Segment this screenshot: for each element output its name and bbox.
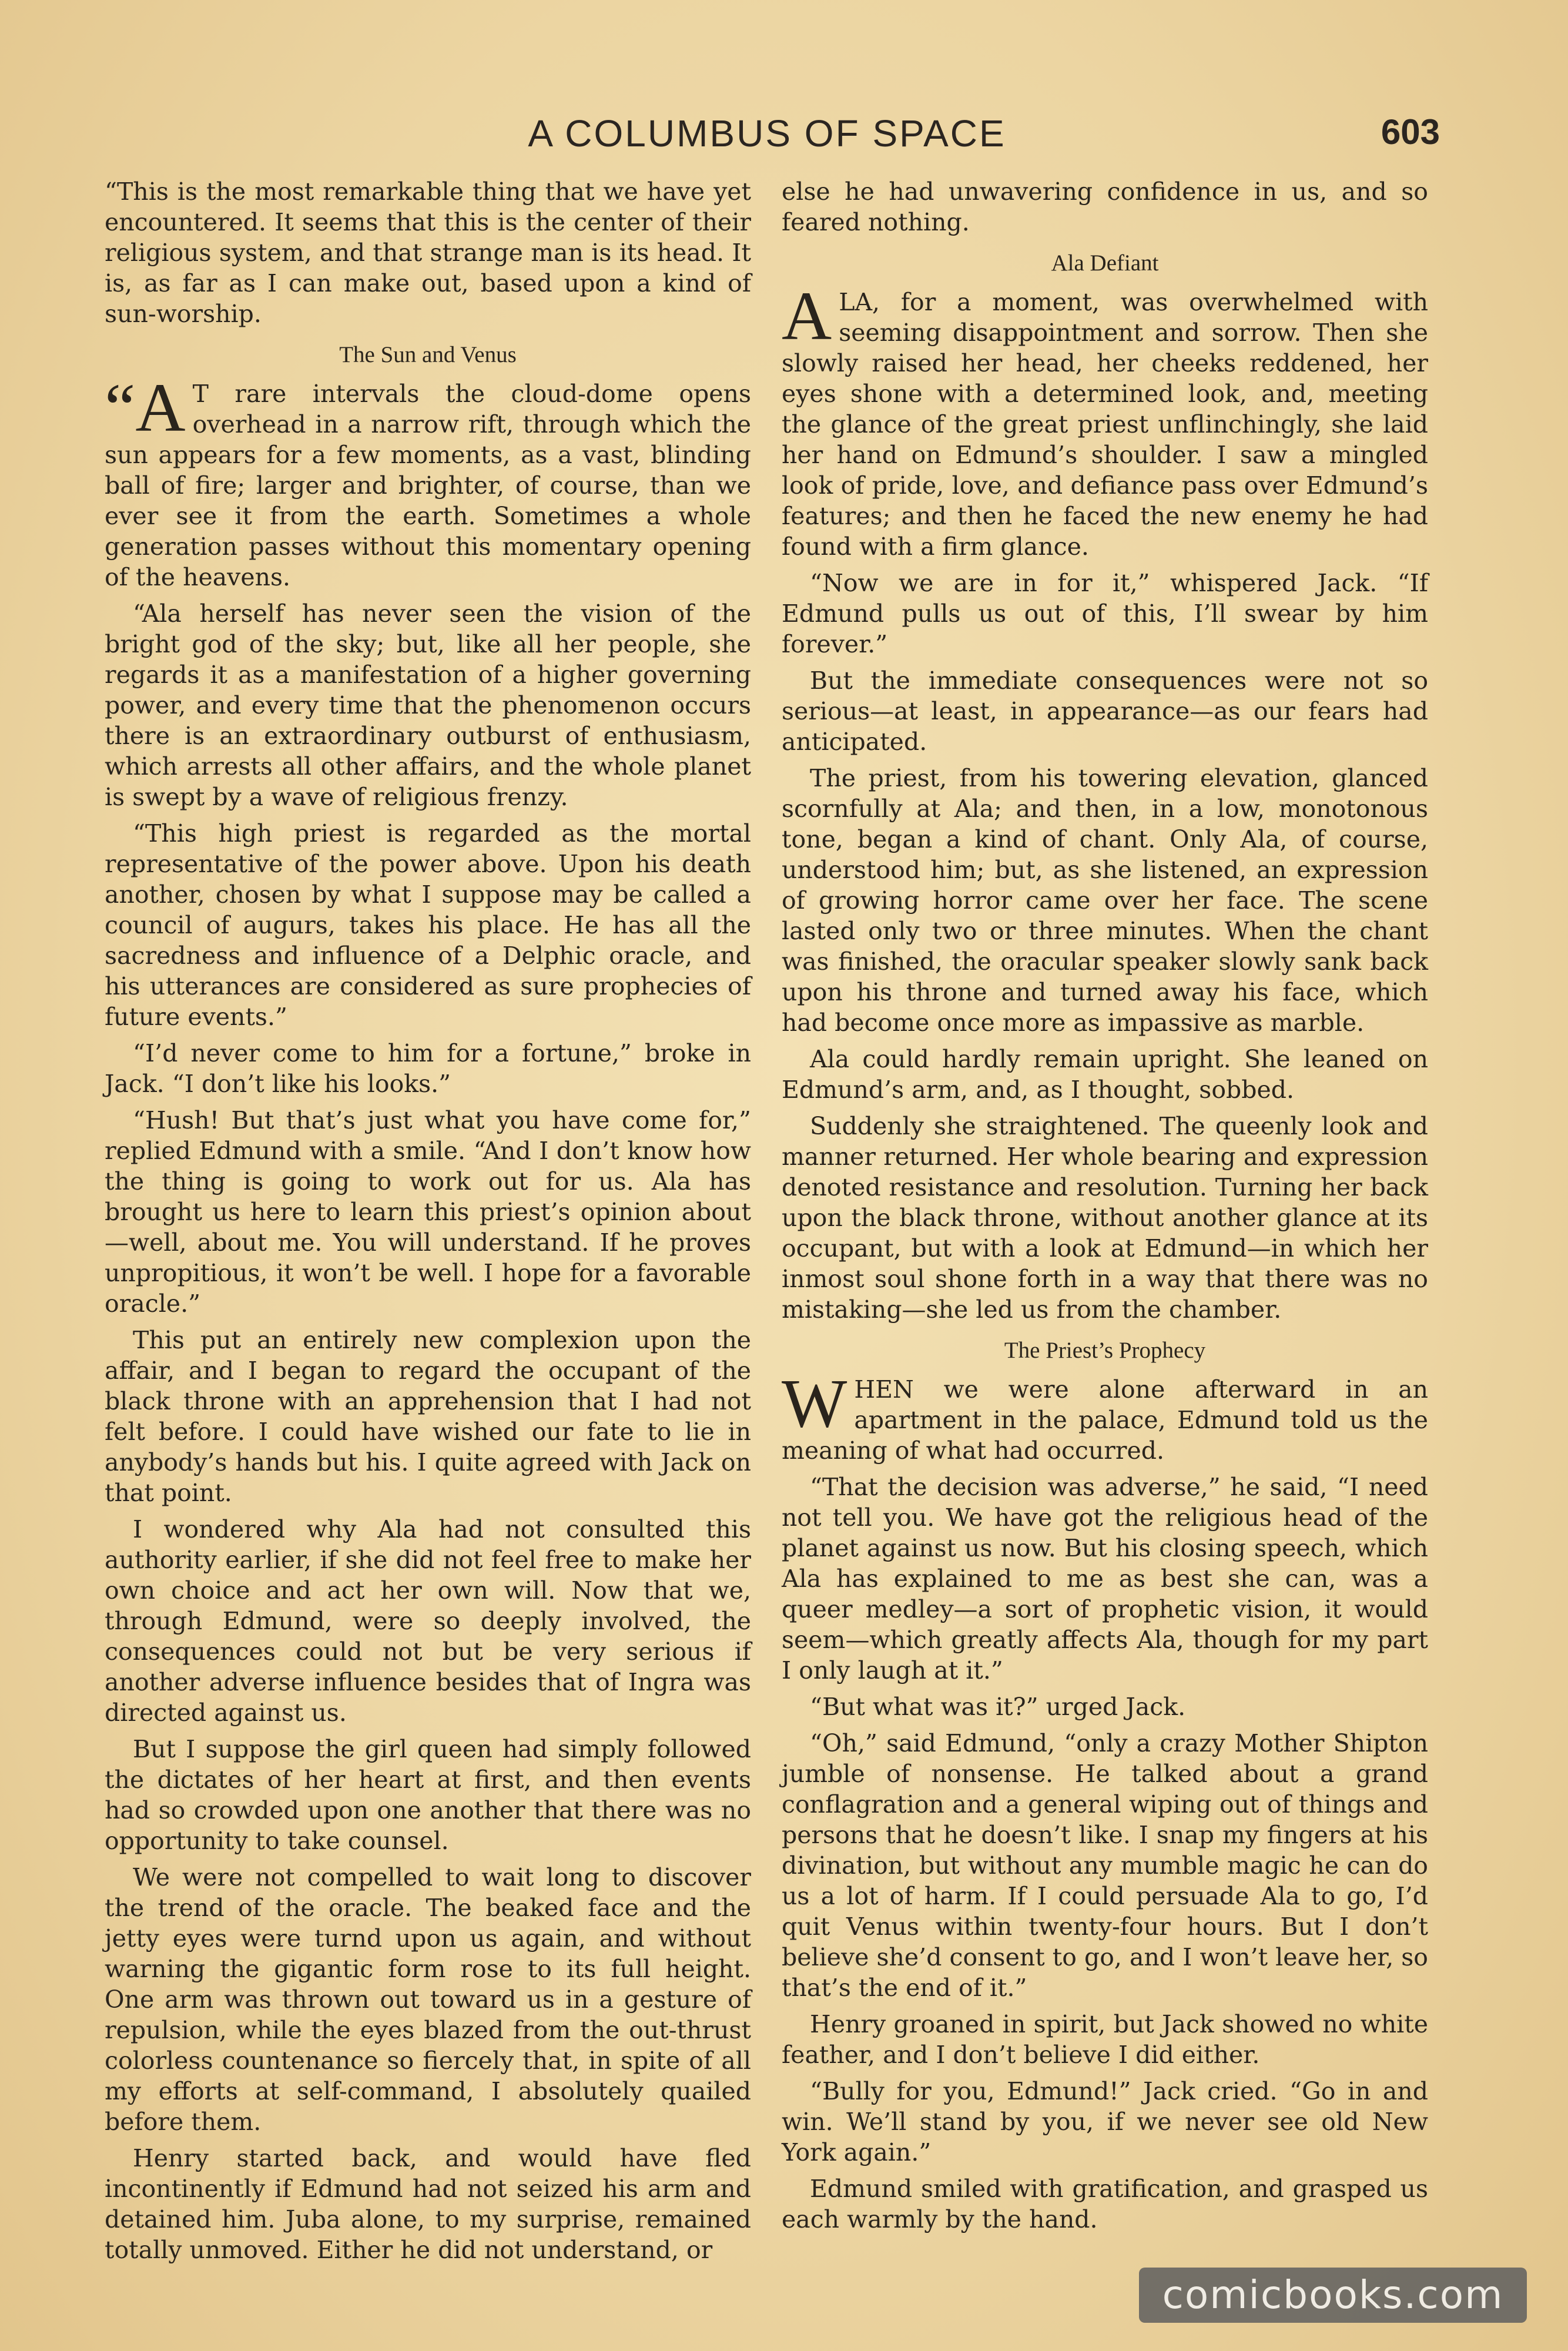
paragraph — [782, 277, 1428, 562]
paragraph: But I suppose the girl queen had simply followed the dictates of her heart at first, and then events had so crowded upon one another that there was no opportunity to take counsel. — [105, 1735, 751, 1855]
paragraph: “Ala herself has never seen the vision of the bright god of the sky; but, like all her people, she regards it as a manifestation of a higher governing power, and every time that the phenomenon occurs there is an extraordinary outburst of enthusiasm, which arrests all other affairs, and the whole planet is swept by a wave of religious frenzy. — [105, 600, 751, 811]
paragraph: “Bully for you, Edmund!” Jack cried. “Go in and win. We’ll stand by you, if we never see old New York again.” — [782, 2077, 1428, 2166]
drop-cap: W — [782, 1365, 847, 1442]
paragraph: “Hush! But that’s just what you have come for,” replied Edmund with a smile. “And I don’t know how the thing is going to work out for us. Ala has brought us here to learn this priest’s opinion about—well, about me. You will understand. If he proves unpropitious, it won’t be well. I hope for a favorable oracle.” — [105, 1106, 751, 1318]
paragraph: “But what was it?” urged Jack. — [810, 1693, 1186, 1721]
paragraph: Ala could hardly remain upright. She leaned on Edmund’s arm, and, as I thought, sobbed. — [782, 1045, 1428, 1104]
paragraph: “This is the most remarkable thing that we have yet encountered. It seems that this is the center of their religious system, and that strange man is its head. It is, as far as I can make out, based upon a kind of sun-worship. — [105, 178, 751, 328]
page-number: 603 — [1381, 112, 1440, 152]
paragraph: This put an entirely new complexion upon the affair, and I began to regard the occupant of the black throne with an apprehension that I had not felt before. I could have wished our fate to lie in anybody’s hands but his. I quite agreed with Jack on that point. — [105, 1326, 751, 1507]
paragraph: The priest, from his towering elevation, glanced scornfully at Ala; and then, in a low, monotonous tone, began a kind of chant. Only Ala, of course, understood him; but, as she listened, an expression of growing horror came over her face. The scene lasted only two or three minutes. When the chant was finished, the oracular speaker slowly sank back upon his throne and turned away his face, which had become once more as impassive as marble. — [782, 764, 1428, 1037]
paragraph: Suddenly she straightened. The queenly look and manner returned. Her whole bearing and expression denoted resistance and resolution. Turning her back upon the black throne, without another glance at its occupant, but with a look at Edmund—in which her inmost soul shone forth in a way that there was no mistaking—she led us from the chamber. — [782, 1112, 1428, 1324]
paragraph: “I’d never come to him for a fortune,” broke in Jack. “I don’t like his looks.” — [105, 1039, 751, 1098]
paragraph: “This high priest is regarded as the mortal representative of the power above. Upon his death another, chosen by what I suppose may be called a council of augurs, takes his place. He has all the sacredness and influence of a Delphic oracle, and his utterances are considered as sure prophecies of future events.” — [105, 819, 751, 1031]
section-heading: Ala Defiant — [1051, 250, 1159, 276]
paragraph-text: HEN we were alone afterward in an apartment in the palace, Edmund told us the meaning of what had occurred. — [782, 1375, 1428, 1465]
paragraph-text: LA, for a moment, was overwhelmed with seeming disappointment and sorrow. Then she slowly raised her head, her cheeks reddened, her eyes shone with a determined look, and, meeting the glance of the great priest unflinchingly, she laid her hand on Edmund’s shoulder. I saw a mingled look of pride, love, and defiance pass over Edmund’s features; and then he faced the new enemy he had found with a firm glance. — [782, 288, 1428, 561]
section-heading: The Priest’s Prophecy — [1004, 1338, 1206, 1363]
running-title: A COLUMBUS OF SPACE — [528, 112, 1006, 155]
page-header — [94, 112, 1440, 165]
paragraph — [782, 1365, 1428, 1466]
paragraph: Edmund smiled with gratification, and grasped us each warmly by the hand. — [782, 2175, 1428, 2233]
watermark: comicbooks.com — [1139, 2268, 1527, 2323]
left-column — [105, 176, 751, 2271]
paragraph: Henry started back, and would have fled incontinently if Edmund had not seized his arm and detained him. Juba alone, to my surprise, remained totally unmoved. Either he did not understand, or — [105, 2144, 751, 2264]
drop-cap: A — [782, 277, 832, 354]
paragraph: We were not compelled to wait long to discover the trend of the oracle. The beaked face and the jetty eyes were turnd upon us again, and without warning the gigantic form rose to its full height. One arm was thrown out toward us in a gesture of repulsion, while the eyes blazed from the out-thrust colorless countenance so fiercely that, in spite of all my efforts at self-command, I absolutely quailed before them. — [105, 1863, 751, 2136]
paragraph: “Now we are in for it,” whispered Jack. “If Edmund pulls us out of this, I’ll swear by him forever.” — [782, 569, 1428, 658]
paragraph: else he had unwavering confidence in us, and so feared nothing. — [782, 178, 1428, 236]
paragraph — [105, 369, 751, 592]
drop-cap: “A — [105, 369, 186, 446]
section-heading: The Sun and Venus — [339, 342, 517, 367]
paragraph-text: T rare intervals the cloud-dome opens overhead in a narrow rift, through which the sun appears for a few moments, as a vast, blinding ball of fire; larger and brighter, of course, than we ever see it from the earth. Sometimes a whole generation passes without this momentary opening of the heavens. — [105, 380, 751, 591]
paragraph: I wondered why Ala had not consulted this authority earlier, if she did not feel free to make her own choice and act her own will. Now that we, through Edmund, were so deeply involved, the consequences could not but be very serious if another adverse influence besides that of Ingra was directed against us. — [105, 1515, 751, 1727]
right-column — [782, 176, 1428, 2241]
paragraph: “That the decision was adverse,” he said, “I need not tell you. We have got the religious head of the planet against us now. But his closing speech, which Ala has explained to me as best she can, was a queer medley—a sort of prophetic vision, it would seem—which greatly affects Ala, though for my part I only laugh at it.” — [782, 1473, 1428, 1684]
paragraph: “Oh,” said Edmund, “only a crazy Mother Shipton jumble of nonsense. He talked about a grand conflagration and a general wiping out of things and persons that he doesn’t like. I snap my fingers at his divination, but without any mumble magic he can do us a lot of harm. If I could persuade Ala to go, I’d quit Venus within twenty-four hours. But I don’t believe she’d consent to go, and I won’t leave her, so that’s the end of it.” — [782, 1729, 1428, 2002]
paragraph: Henry groaned in spirit, but Jack showed no white feather, and I don’t believe I did either. — [782, 2010, 1428, 2069]
paragraph: But the immediate consequences were not so serious—at least, in appearance—as our fears had anticipated. — [782, 667, 1428, 756]
